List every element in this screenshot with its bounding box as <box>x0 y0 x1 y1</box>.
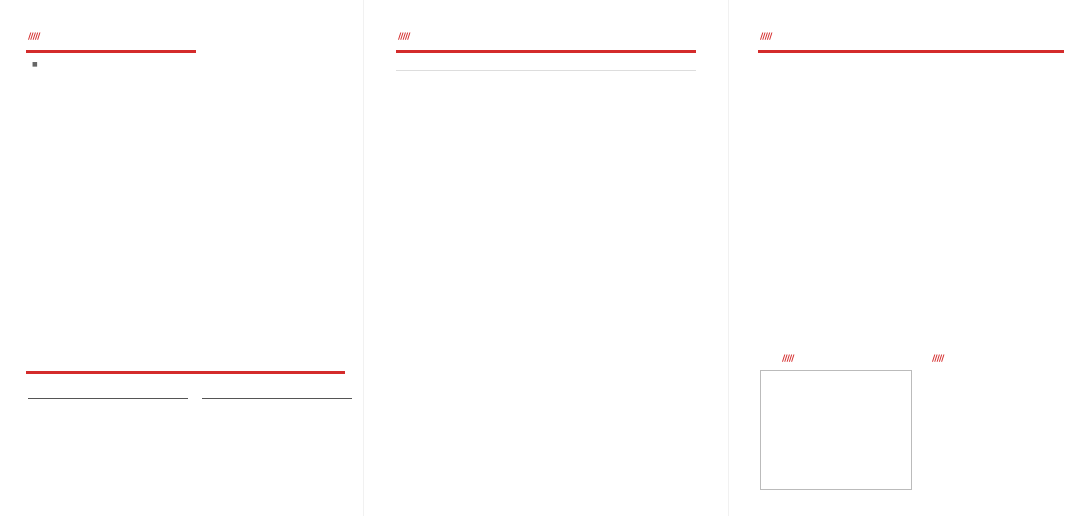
slash-decoration: ///// <box>782 354 794 364</box>
red-rule <box>758 50 1064 53</box>
weekly-header <box>932 354 949 364</box>
slash-decoration: ///// <box>932 354 944 364</box>
page-divider <box>363 0 364 516</box>
page-divider <box>728 0 729 516</box>
worship-header <box>28 32 53 42</box>
wednesday-rule <box>202 398 352 399</box>
red-rule <box>396 50 696 53</box>
cell-header <box>760 32 777 42</box>
memory-box <box>760 370 912 490</box>
slash-decoration: ///// <box>398 32 410 42</box>
slash-decoration: ///// <box>760 32 772 42</box>
sermon-header <box>398 32 415 42</box>
sermon-rule <box>396 70 696 71</box>
afternoon-rule <box>28 398 188 399</box>
red-rule-bottom <box>26 371 345 374</box>
red-rule <box>26 50 196 53</box>
slash-decoration: ///// <box>28 32 40 42</box>
order-heading: ■ <box>32 61 38 68</box>
memory-header <box>782 354 799 364</box>
